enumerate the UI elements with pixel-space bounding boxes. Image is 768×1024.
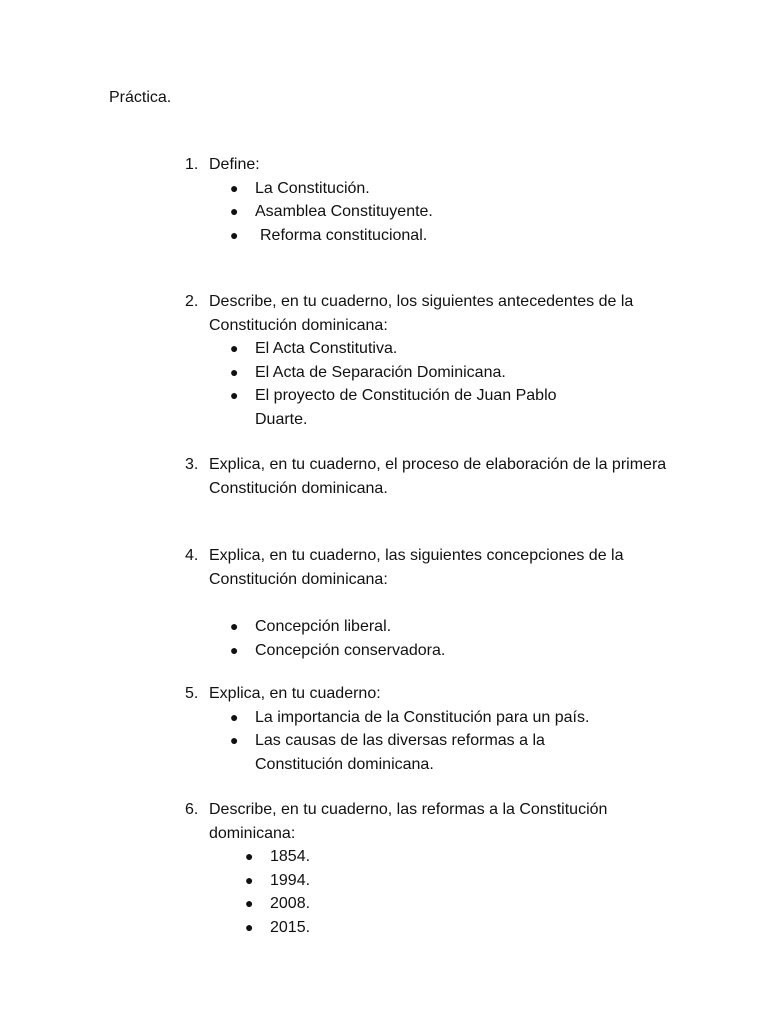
bullet-item: ● Reforma constitucional.	[185, 224, 675, 248]
bullet-list	[185, 845, 675, 939]
bullet-icon: ●	[230, 618, 239, 634]
list-item-2	[185, 290, 675, 431]
item-number: 6.	[185, 801, 199, 818]
item-number: 2.	[185, 293, 199, 310]
bullet-icon: ●	[245, 895, 254, 911]
list-item-4	[185, 544, 675, 662]
bullet-icon: ●	[245, 848, 254, 864]
item-number: 3.	[185, 456, 199, 473]
item-text: Explica, en tu cuaderno:	[209, 685, 381, 702]
item-text: Explica, en tu cuaderno, el proceso de elaboración de la primera Constitución dominicana.	[209, 456, 667, 497]
bullet-icon: ●	[230, 179, 239, 196]
bullet-icon: ●	[230, 732, 239, 748]
bullet-icon: ●	[230, 363, 239, 380]
item-number: 1.	[185, 156, 199, 173]
spacer	[185, 591, 675, 615]
bullet-item: ● Concepción conservadora.	[185, 639, 675, 663]
bullet-item: ● 2015.	[185, 916, 675, 940]
list-item-3	[185, 453, 675, 500]
page-title: Práctica.	[109, 89, 172, 106]
bullet-list	[185, 177, 675, 248]
list-item-5	[185, 682, 675, 776]
bullet-icon: ●	[230, 708, 239, 725]
bullet-item: ● 1994.	[185, 869, 675, 893]
bullet-icon: ●	[230, 203, 239, 219]
list-item-6	[185, 798, 675, 939]
bullet-list	[185, 615, 675, 662]
item-number: 5.	[185, 685, 199, 702]
bullet-item: ● Las causas de las diversas reformas a la Constitución dominicana.	[185, 729, 675, 776]
bullet-icon: ●	[230, 387, 239, 403]
bullet-item: ● El Acta Constitutiva.	[185, 337, 675, 361]
bullet-list	[185, 706, 675, 777]
bullet-list	[185, 337, 675, 431]
item-text: Explica, en tu cuaderno, las siguientes concepciones de la Constitución dominicana:	[209, 547, 624, 588]
item-text: Define:	[209, 156, 260, 173]
bullet-item: ● 2008.	[185, 892, 675, 916]
bullet-icon: ●	[245, 871, 254, 888]
item-text: Describe, en tu cuaderno, las reformas a la Constitución dominicana:	[209, 801, 608, 842]
bullet-icon: ●	[230, 340, 239, 356]
list-item-1	[185, 153, 675, 247]
bullet-icon: ●	[230, 226, 239, 243]
bullet-item: ● La Constitución.	[185, 177, 675, 201]
bullet-item: ● Concepción liberal.	[185, 615, 675, 639]
bullet-icon: ●	[230, 641, 239, 658]
bullet-icon: ●	[245, 918, 254, 935]
item-text: Describe, en tu cuaderno, los siguientes antecedentes de la Constitución dominicana:	[209, 293, 634, 334]
item-number: 4.	[185, 547, 199, 564]
bullet-item: ● La importancia de la Constitución para un país.	[185, 706, 675, 730]
bullet-item: ● El Acta de Separación Dominicana.	[185, 361, 675, 385]
bullet-item: ● El proyecto de Constitución de Juan Pablo Duarte.	[185, 384, 675, 431]
bullet-item: ● Asamblea Constituyente.	[185, 200, 675, 224]
bullet-item: ● 1854.	[185, 845, 675, 869]
